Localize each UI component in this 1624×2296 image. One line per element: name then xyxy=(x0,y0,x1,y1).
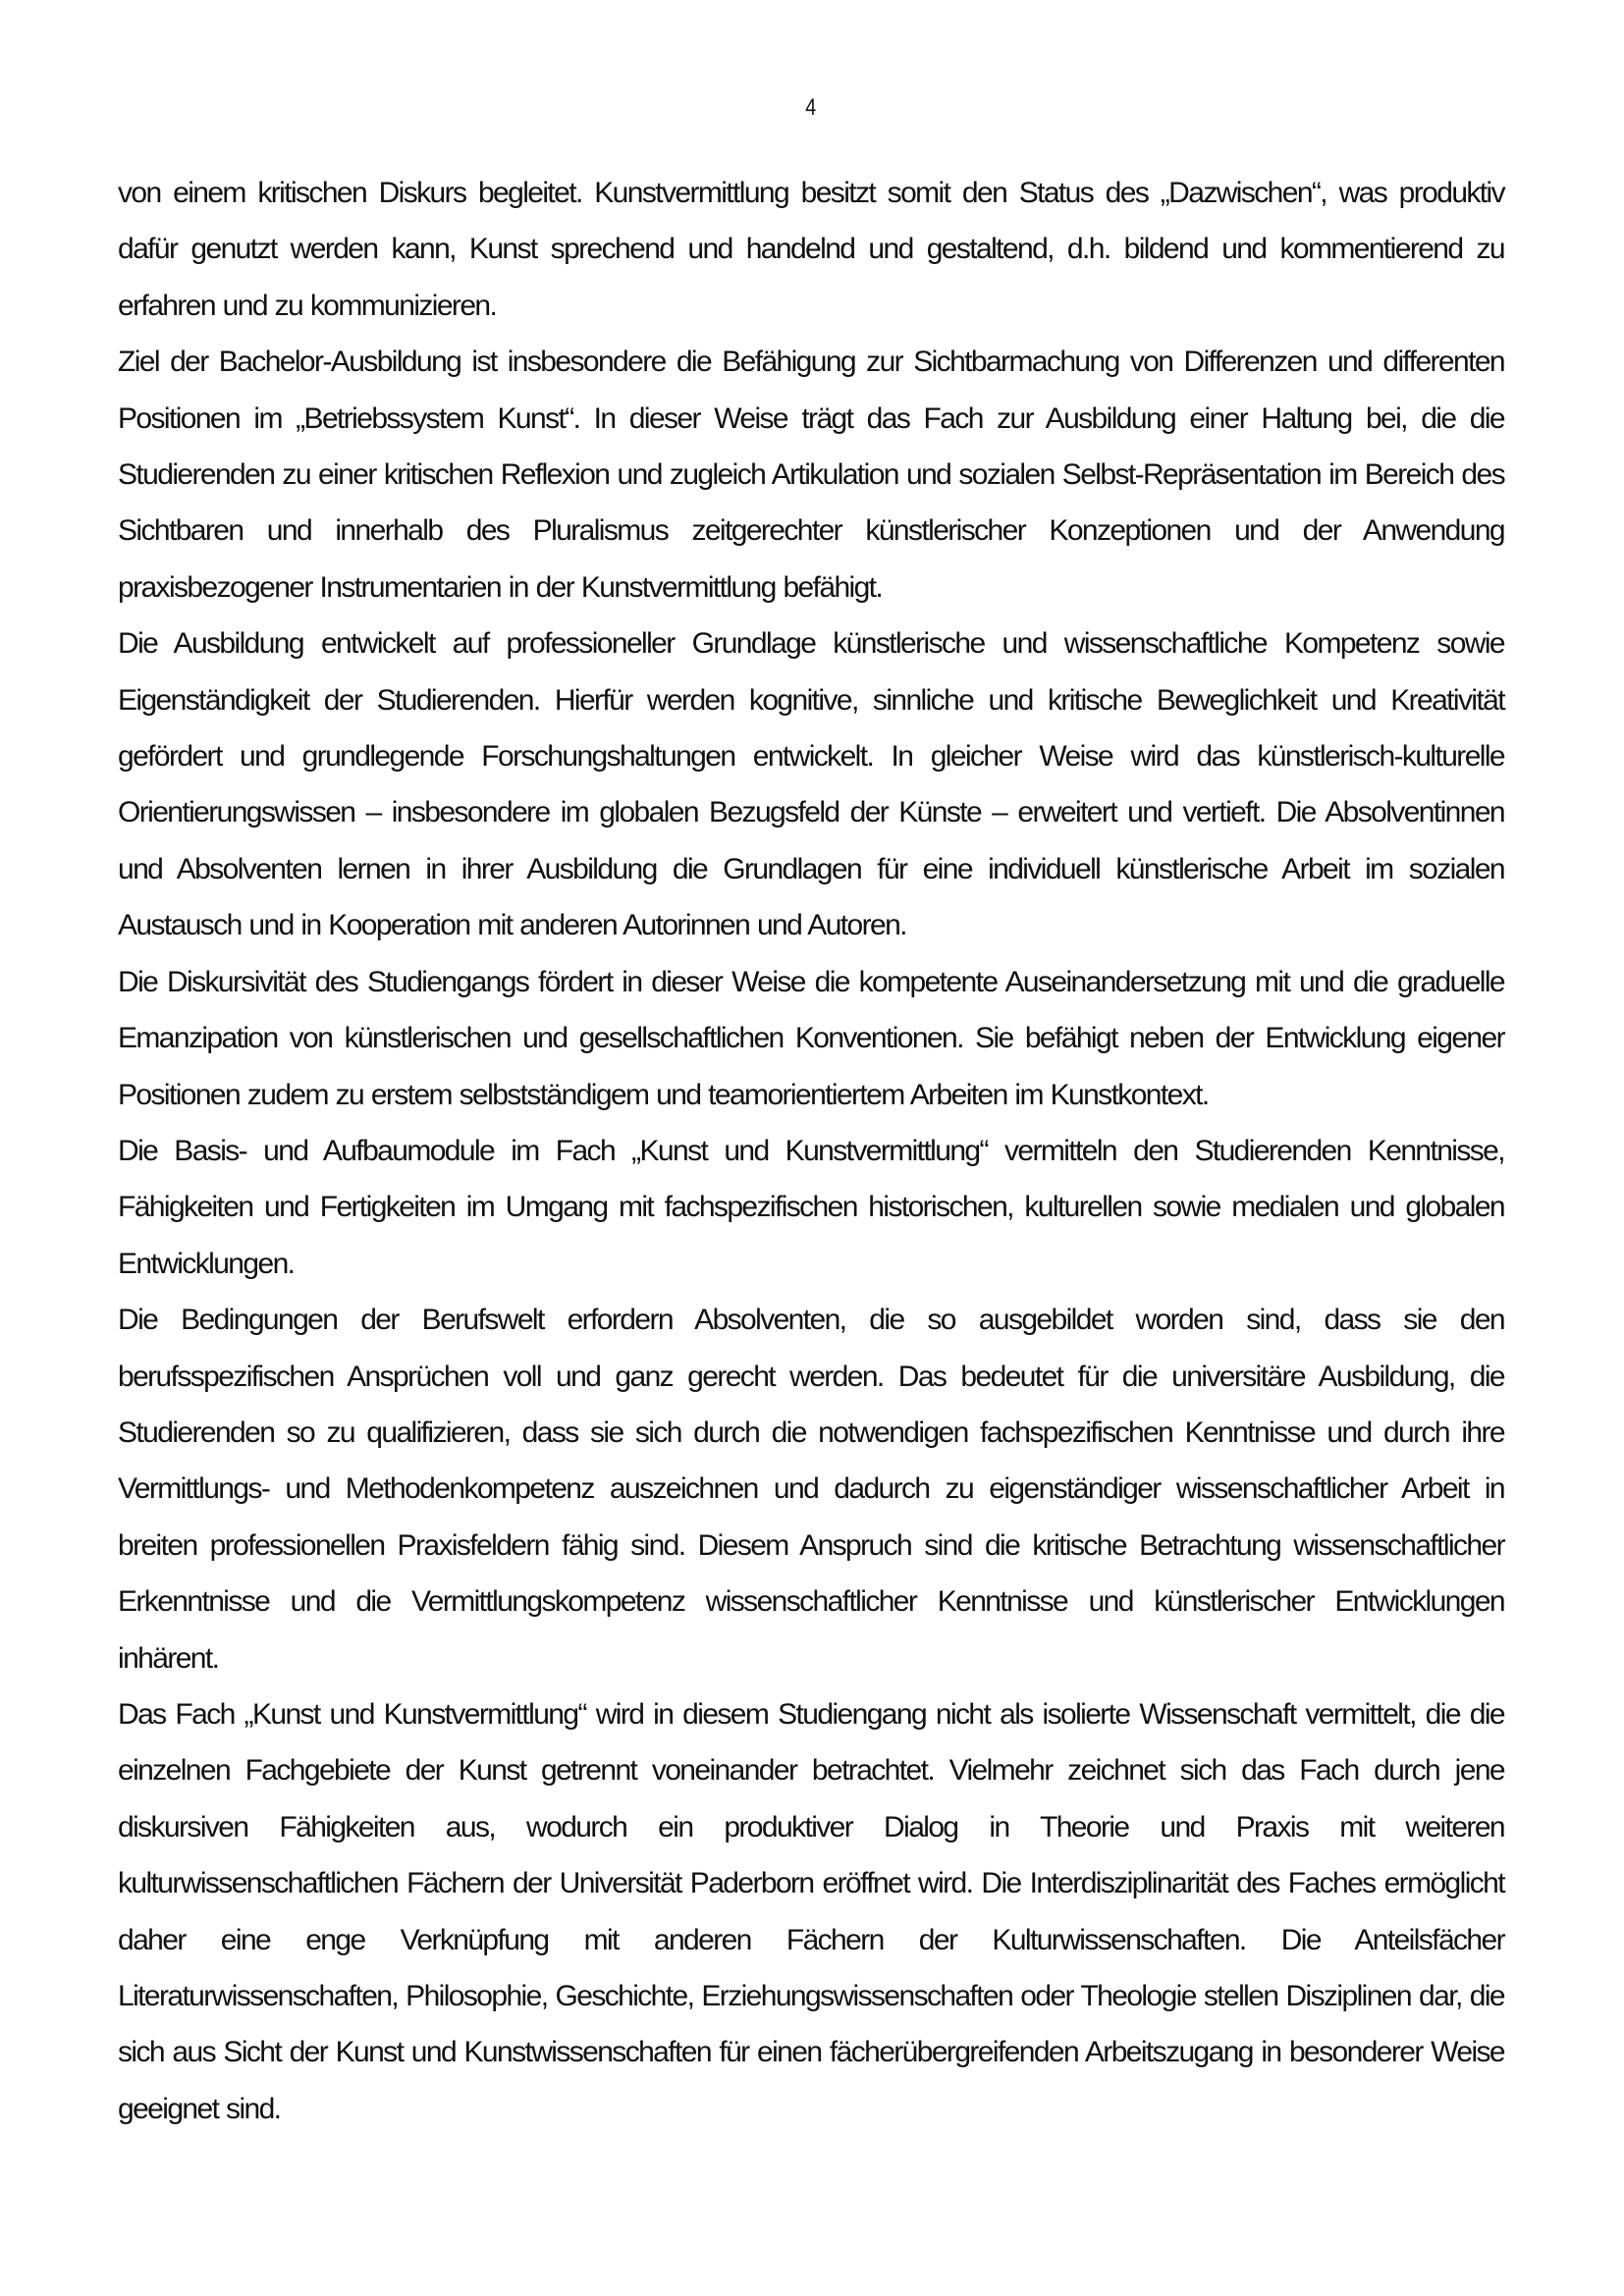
paragraph-ziel-bachelor-ausbildung: Ziel der Bachelor-Ausbildung ist insbesondere die Befähigung zur Sichtbarmachung von Differenzen und differenten Positionen im „Betriebssystem Kunst“. In dieser Weise trägt das Fach zur Ausbildung einer Haltung bei, die die Studierenden zu einer kritischen Reflexion und zugleich Artikulation und sozialen Selbst-Repräsentation im Bereich des Sichtbaren und innerhalb des Pluralismus zeitgerechter künstlerischer Konzeptionen und der Anwendung praxisbezogener Instrumentarien in der Kunstvermittlung befähigt. xyxy=(118,346,1504,604)
paragraph-basis-aufbaumodule: Die Basis- und Aufbaumodule im Fach „Kunst und Kunstvermittlung“ vermitteln den Studierenden Kenntnisse, Fähigkeiten und Fertigkeiten im Umgang mit fachspezifischen historischen, kulturellen sowie medialen und globalen Entwicklungen. xyxy=(118,1134,1504,1280)
paragraph-diskursivitaet: Die Diskursivität des Studiengangs fördert in dieser Weise die kompetente Auseinandersetzung mit und die graduelle Emanzipation von künstlerischen und gesellschaftlichen Konventionen. Sie befähigt neben der Entwicklung eigener Positionen zudem zu erstem selbstständigem und teamorientiertem Arbeiten im Kunstkontext. xyxy=(118,965,1504,1111)
paragraph-ausbildung-kompetenz: Die Ausbildung entwickelt auf professioneller Grundlage künstlerische und wissenschaftliche Kompetenz sowie Eigenständigkeit der Studierenden. Hierfür werden kognitive, sinnliche und kritische Beweglichkeit und Kreativität gefördert und grundlegende Forschungshaltungen entwickelt. In gleicher Weise wird das künstlerisch-kulturelle Orientierungswissen – insbesondere im globalen Bezugsfeld der Künste – erweitert und vertieft. Die Absolventinnen und Absolventen lernen in ihrer Ausbildung die Grundlagen für eine individuell künstlerische Arbeit im sozialen Austausch und in Kooperation mit anderen Autorinnen und Autoren. xyxy=(118,627,1504,942)
page-number: 4 xyxy=(805,94,817,121)
paragraph-kunstvermittlung-dazwischen: von einem kritischen Diskurs begleitet. Kunstvermittlung besitzt somit den Status des „Dazwischen“, was produktiv dafür genutzt werden kann, Kunst sprechend und handelnd und gestaltend, d.h. bildend und kommentierend zu erfahren und zu kommunizieren. xyxy=(118,177,1504,322)
paragraph-berufswelt: Die Bedingungen der Berufswelt erfordern Absolventen, die so ausgebildet worden sind, dass sie den berufsspezifischen Ansprüchen voll und ganz gerecht werden. Das bedeutet für die universitäre Ausbildung, die Studierenden so zu qualifizieren, dass sie sich durch die notwendigen fachspezifischen Kenntnisse und durch ihre Vermittlungs- und Methodenkompetenz auszeichnen und dadurch zu eigenständiger wissenschaftlicher Arbeit in breiten professionellen Praxisfeldern fähig sind. Diesem Anspruch sind die kritische Betrachtung wissenschaftlicher Erkenntnisse und die Vermittlungskompetenz wissenschaftlicher Kenntnisse und künstlerischer Entwicklungen inhärent. xyxy=(118,1304,1504,1675)
document-body xyxy=(118,165,1504,2137)
paragraph-interdisziplinaritaet: Das Fach „Kunst und Kunstvermittlung“ wird in diesem Studiengang nicht als isolierte Wissenschaft vermittelt, die die einzelnen Fachgebiete der Kunst getrennt voneinander betrachtet. Vielmehr zeichnet sich das Fach durch jene diskursiven Fähigkeiten aus, wodurch ein produktiver Dialog in Theorie und Praxis mit weiteren kulturwissenschaftlichen Fächern der Universität Paderborn eröffnet wird. Die Interdisziplinarität des Faches ermöglicht daher eine enge Verknüpfung mit anderen Fächern der Kulturwissenschaften. Die Anteilsfächer Literaturwissenschaften, Philosophie, Geschichte, Erziehungswissenschaften oder Theologie stellen Disziplinen dar, die sich aus Sicht der Kunst und Kunstwissenschaften für einen fächerübergreifenden Arbeitszugang in besonderer Weise geeignet sind. xyxy=(118,1697,1504,2125)
